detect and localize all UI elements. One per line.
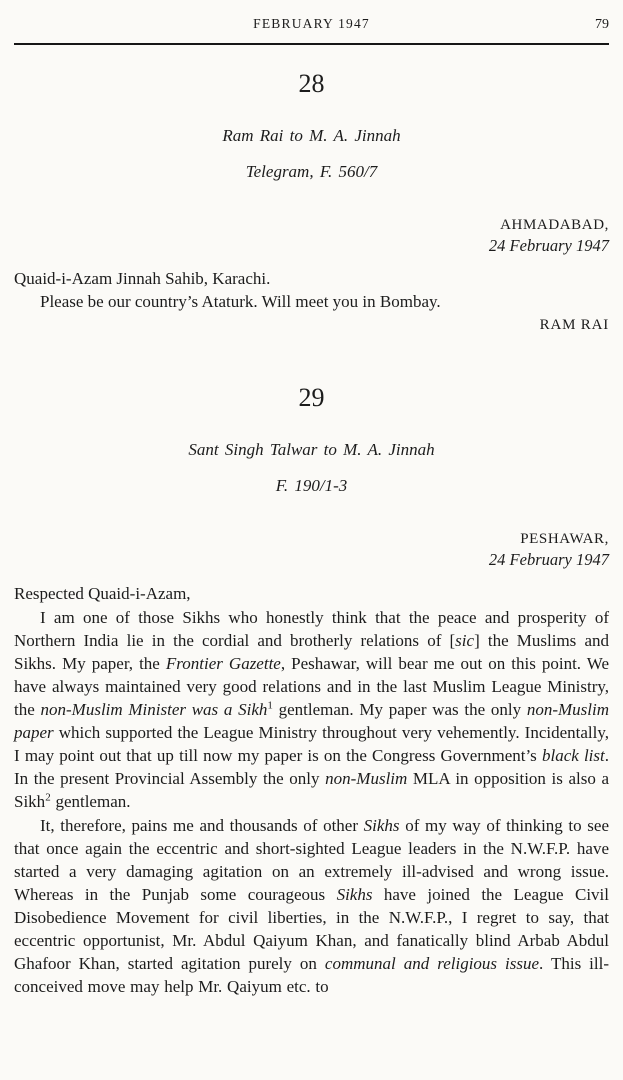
running-head-title: FEBRUARY 1947 bbox=[253, 16, 370, 31]
dateline-place: PESHAWAR, bbox=[520, 531, 609, 547]
addressee-line: Quaid-i-Azam Jinnah Sahib, Karachi. bbox=[14, 269, 271, 288]
signature: RAM RAI bbox=[539, 317, 609, 333]
document-title: Ram Rai to M. A. Jinnah bbox=[222, 126, 401, 145]
letter-paragraph-1: I am one of those Sikhs who honestly think that the peace and prosperity of Northern India lie in the cordial and brotherly relations of [sic] the Muslims and Sikhs. My paper, the Frontier Gazette, Peshawar, will bear me out on this point. We have always maintained very good relations and in the last Muslim League Ministry, the non-Muslim Minister was a Sikh$^1$ gentleman. My paper was the only non-Muslim paper which supported the League Ministry throughout very vehemently. Incidentally, I may point out that up till now my paper is on the Congress Government’s black list. In the present Provincial Assembly the only non-Muslim MLA in opposition is also a Sikh$^2$ gentleman. bbox=[14, 608, 610, 811]
dateline bbox=[14, 530, 609, 570]
running-head bbox=[14, 10, 609, 36]
salutation-line: Respected Quaid-i-Azam, bbox=[14, 584, 191, 603]
document-source-reference: F. 190/1-3 bbox=[275, 476, 348, 495]
dateline-place: AHMADABAD, bbox=[500, 217, 609, 233]
telegram-body: Please be our country’s Ataturk. Will meet you in Bombay. bbox=[40, 292, 441, 311]
document-title: Sant Singh Talwar to M. A. Jinnah bbox=[188, 440, 435, 459]
letter-paragraph-2: It, therefore, pains me and thousands of other Sikhs of my way of thinking to see that once again the eccentric and short-sighted League leaders in the N.W.F.P. have started a very damaging agitation on an extremely ill-advised and wrong issue. Whereas in the Punjab some courageous Sikhs have joined the League Civil Disobedience Movement for civil liberties, in the N.W.F.P., I regret to say, that eccentric opportunist, Mr. Abdul Qaiyum Khan, and fanatically blind Arbab Abdul Ghafoor Khan, started agitation purely on communal and religious issue. This ill-conceived move may help Mr. Qaiyum etc. to bbox=[14, 816, 610, 996]
document-number: 29 bbox=[298, 383, 325, 412]
dateline-date: 24 February 1947 bbox=[488, 550, 609, 569]
dateline-date: 24 February 1947 bbox=[488, 236, 609, 255]
document-source-reference: Telegram, F. 560/7 bbox=[245, 162, 378, 181]
document-number: 28 bbox=[298, 69, 325, 98]
document-28 bbox=[14, 69, 609, 337]
page-number: 79 bbox=[595, 17, 609, 32]
dateline bbox=[14, 216, 609, 256]
header-divider bbox=[14, 43, 609, 45]
document-29 bbox=[14, 383, 609, 998]
